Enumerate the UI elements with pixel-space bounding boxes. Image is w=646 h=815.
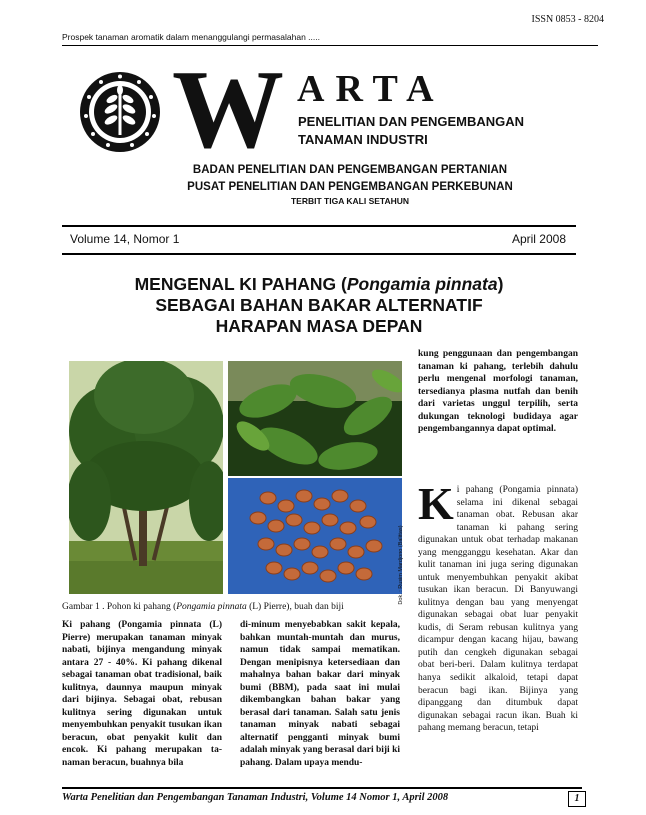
body-column-3 (418, 478, 578, 735)
seeds-photo (228, 478, 402, 594)
page-footer (62, 787, 582, 809)
publication-frequency: TERBIT TIGA KALI SETAHUN (290, 196, 410, 206)
masthead-w: W (172, 48, 280, 172)
ministry-logo-icon (79, 71, 161, 153)
agency-names (150, 162, 550, 195)
masthead-subtitle-line-2: TANAMAN INDUSTRI (298, 131, 428, 147)
header-rule (62, 45, 598, 46)
figure-caption: Gambar 1 . Pohon ki pahang (Pongamia pinnata (L) Pierre), buah dan biji (62, 602, 344, 612)
body-column-2: di-minum menyebabkan sakit kepala, bahkan muntah-muntah dan murus, namun tidak sampai mematikan. Dengan menipisnya ketersediaan dan mahalnya bahan bakar dari minyak bumi (BBM), pada saat ini mulai dikembangkan bahan bakar yang berasal dari tanaman. Salah satu jenis tanaman minyak nabati sebagai alternatif pengganti minyak bumi adalah minyak yang berasal dari biji ki pahang. Dalam upaya mendu- (240, 620, 400, 768)
agency-line-1: BADAN PENELITIAN DAN PENGEMBANGAN PERTANIAN (192, 164, 508, 176)
photo-credit: Dok. : Rusim Mardjono (Balittas) (398, 525, 404, 605)
title-line-2: SEBAGAI BAHAN BAKAR ALTERNATIF (155, 295, 483, 315)
issue-date: April 2008 (511, 232, 566, 246)
masthead-subtitle (298, 113, 524, 148)
issn-label: ISSN 0853 - 8204 (531, 14, 604, 25)
page-number: 1 (568, 791, 586, 807)
agency-line-2: PUSAT PENELITIAN DAN PENGEMBANGAN PERKEBUNAN (187, 180, 513, 193)
footer-journal-line: Warta Penelitian dan Pengembangan Tanaman Industri, Volume 14 Nomor 1, April 2008 (62, 792, 449, 803)
issue-bar (62, 225, 576, 255)
drop-cap: K (418, 478, 454, 529)
article-title (62, 274, 576, 337)
body-column-1: Ki pahang (Pongamia pinnata (L) Pierre) merupakan tanaman minyak nabati, bijinya mengandung minyak antara 27 - 40%. Ki pahang dikenal sebagai tanaman obat tradisional, baik kulitnya, daunnya maupun minyak dari bijinya. Sebagai obat, rebusan kulitnya sering digunakan untuk menyembuhkan penyakit tusukan ikan beracun, obat penyakit kulit dan encok. Ki pahang merupakan ta-naman beracun, buahnya bila (62, 620, 222, 768)
intro-paragraph: kung penggunaan dan pengembangan tanaman ki pahang, terlebih dahulu perlu mengenal morfologi tanaman, tersedianya plasma nutfah dan benih dari varietas unggul terpilih, serta dukungan teknologi budidaya agar pengembangannya dapat optimal. (418, 349, 578, 435)
issue-volume: Volume 14, Nomor 1 (70, 232, 180, 246)
masthead-title: ARTA (297, 68, 445, 110)
tree-photo (69, 361, 223, 594)
leaves-photo (228, 361, 402, 476)
running-title: Prospek tanaman aromatik dalam menanggulangi permasalahan ..... (62, 32, 320, 42)
title-line-3: HARAPAN MASA DEPAN (215, 316, 423, 336)
body-column-3-text: i pahang (Pongamia pinnata) selama ini dikenal sebagai tanaman obat. Rebusan akar tanaman ki pahang sering digunakan untuk obat terhadap makanan yang mengganggu kesehatan. Akar dan kulit tanaman ini juga sering digunakan untuk menyembuhkan penyakit akibat tusukan ikan beracun. Di Banyuwangi kulitnya dengan bau yang menyengat digunakan sebagai obat luar penyakit kudis, di Seram rebusan kulitnya yang dicampur dengan kacang hijau, bawang putih dan cengkeh digunakan sebagai obat beri-beri. Dalam kulitnya terdapat hanya sedikit alkaloid, tetapi dapat beracun bagi ikan. Bijinya yang dipanggang dan ditumbuk dapat digunakan sebagai racun ikan. Buah ki pahang memang beracun, tetapi (418, 485, 578, 734)
masthead-subtitle-line-1: PENELITIAN DAN PENGEMBANGAN (298, 114, 525, 129)
title-line-1: MENGENAL KI PAHANG (Pongamia pinnata) (134, 274, 504, 294)
